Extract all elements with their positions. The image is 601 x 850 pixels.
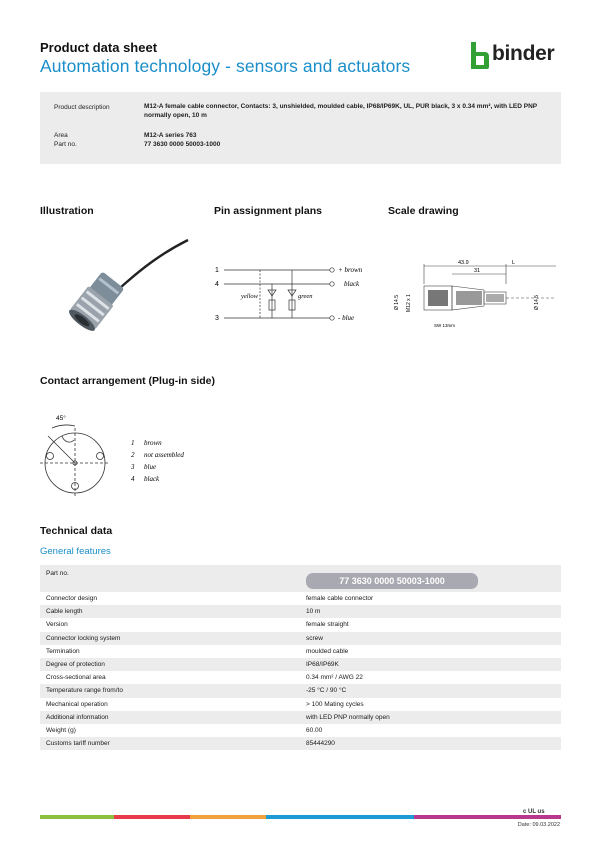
row-value: 10 m: [306, 608, 321, 616]
product-info-box: [40, 92, 561, 164]
led-label-green: green: [298, 293, 313, 300]
row-key: Weight (g): [46, 726, 76, 734]
ul-certification-icon: [523, 804, 548, 815]
dim-m12: M12 x 1: [406, 294, 412, 312]
part-label: Part no.: [54, 141, 77, 148]
row-value: -25 °C / 90 °C: [306, 687, 347, 695]
row-value: with LED PNP normally open: [306, 713, 390, 721]
row-value: IP68/IP69K: [306, 660, 339, 668]
general-features-heading: General features: [40, 546, 111, 557]
technical-data-heading: Technical data: [40, 525, 113, 537]
footer-bar-blue: [266, 815, 414, 819]
footer-bar-red: [114, 815, 190, 819]
pin-assignment-diagram: [212, 258, 382, 333]
row-value: moulded cable: [306, 647, 349, 655]
table-row: [40, 684, 561, 697]
row-value: 85444290: [306, 740, 335, 748]
table-part-label: Part no.: [46, 570, 69, 577]
wire-label-blue: - blue: [338, 314, 355, 322]
dim-diameter-1: Ø 14.5: [394, 294, 400, 310]
dim-l: L: [512, 260, 516, 266]
wire-label-black: black: [344, 280, 360, 288]
binder-logo: [468, 40, 562, 72]
pin-label-3: 3: [215, 315, 219, 322]
led-label-yellow: yellow: [241, 293, 258, 300]
footer-bar-orange: [190, 815, 266, 819]
logo-text: binder: [492, 42, 555, 65]
table-row: [40, 658, 561, 671]
table-row: [40, 671, 561, 684]
contact-num-1: 1: [131, 439, 135, 447]
row-key: Customs tariff number: [46, 740, 110, 748]
table-row: [40, 711, 561, 724]
dim-31: 31: [474, 268, 481, 274]
dim-diameter-2: Ø 14.5: [534, 294, 540, 310]
table-row: [40, 605, 561, 618]
description-label: Product description: [54, 104, 110, 111]
footer-bar-magenta: [414, 815, 561, 819]
area-value: M12-A series 763: [144, 132, 197, 139]
row-key: Degree of protection: [46, 660, 105, 668]
row-value: screw: [306, 634, 323, 642]
row-value: female straight: [306, 621, 349, 629]
table-row: [40, 632, 561, 645]
contact-arrangement-heading: Contact arrangement (Plug-in side): [40, 375, 216, 387]
illustration-heading: Illustration: [40, 205, 94, 217]
date-label: Date: 09.03.2022: [517, 822, 560, 828]
page-subtitle: Automation technology - sensors and actuators: [40, 56, 411, 76]
row-key: Additional information: [46, 713, 109, 721]
ul-mark-text: c UL us: [523, 809, 545, 815]
pin-assignment-heading: Pin assignment plans: [214, 205, 322, 217]
table-row: [40, 592, 561, 605]
contact-text-3: blue: [144, 463, 157, 471]
table-row: [40, 698, 561, 711]
row-key: Version: [46, 621, 68, 629]
row-key: Cross-sectional area: [46, 674, 106, 682]
row-value: 60.00: [306, 726, 323, 734]
scale-drawing-heading: Scale drawing: [388, 205, 459, 217]
row-value: female cable connector: [306, 595, 374, 602]
table-row: [40, 724, 561, 737]
table-row: [40, 737, 561, 750]
contact-num-3: 3: [131, 463, 135, 471]
row-value: > 100 Mating cycles: [306, 700, 364, 708]
row-key: Termination: [46, 647, 80, 655]
contact-legend: [130, 439, 184, 483]
row-key: Temperature range from/to: [46, 687, 123, 695]
row-key: Cable length: [46, 608, 83, 616]
contact-text-4: black: [144, 475, 160, 483]
connector-illustration: [40, 230, 200, 345]
part-value: 77 3630 0000 50003-1000: [144, 141, 221, 148]
footer-bar-green: [40, 815, 114, 819]
description-value: M12-A female cable connector, Contacts: 3, unshielded, moulded cable, IP68/IP69K, UL, PUR black, 3 x 0.34 mm², with LED PNP normally open, 10 m: [144, 103, 538, 119]
area-label: Area: [54, 132, 68, 139]
angle-label: 45°: [56, 415, 66, 422]
row-value: 0.34 mm² / AWG 22: [306, 674, 363, 682]
table-row: [40, 645, 561, 658]
row-key: Mechanical operation: [46, 700, 108, 708]
contact-text-2: not assembled: [144, 451, 184, 459]
row-key: Connector design: [46, 595, 97, 602]
row-key: Connector locking system: [46, 634, 121, 642]
contact-text-1: brown: [144, 439, 162, 447]
dim-43-9: 43.9: [458, 260, 469, 266]
wire-label-brown: + brown: [338, 266, 363, 274]
contact-arrangement-diagram: [38, 408, 208, 500]
table-row: [40, 618, 561, 631]
table-part-row: [40, 565, 561, 592]
pin-label-1: 1: [215, 267, 219, 274]
contact-num-4: 4: [131, 475, 135, 483]
scale-drawing: [388, 254, 560, 334]
contact-num-2: 2: [131, 451, 135, 459]
pin-label-4: 4: [215, 281, 219, 288]
page-title: Product data sheet: [40, 40, 158, 55]
wrench-size: SW 13mm: [434, 323, 456, 328]
binder-logo-icon: [468, 40, 490, 70]
technical-data-table: [40, 565, 561, 750]
part-number-badge: 77 3630 0000 50003-1000: [306, 573, 478, 589]
